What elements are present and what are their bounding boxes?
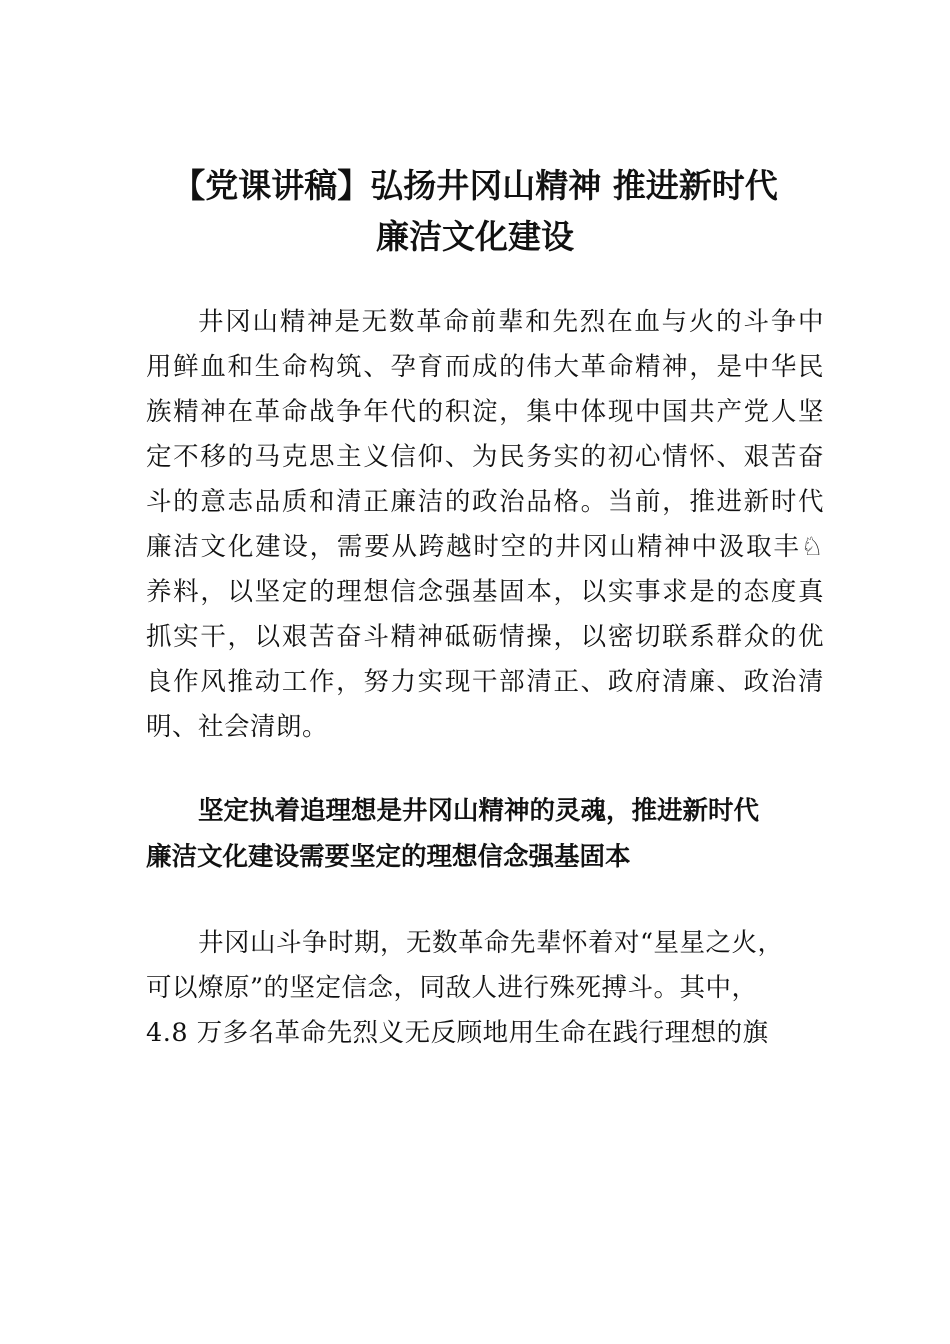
- paragraph-1-line-5: 斗的意志品质和清正廉洁的政治品格。当前，推进新时代: [146, 487, 824, 517]
- paragraph-1-line-9: 良作风推动工作，努力实现干部清正、政府清廉、政治清: [146, 667, 824, 697]
- section-heading-line-2: 廉洁文化建设需要坚定的理想信念强基固本: [146, 842, 631, 872]
- document-title-line-1: 【党课讲稿】弘扬井冈山精神 推进新时代: [172, 166, 778, 205]
- paragraph-1-line-7: 养料，以坚定的理想信念强基固本，以实事求是的态度真: [146, 577, 824, 607]
- document-title-line-2: 廉洁文化建设: [376, 217, 574, 256]
- paragraph-1-line-3: 族精神在革命战争年代的积淀，集中体现中国共产党人坚: [146, 397, 824, 427]
- paragraph-2-line-3: 4.8 万多名革命先烈义无反顾地用生命在践行理想的旗: [146, 1018, 769, 1048]
- paragraph-2-line-2: 可以燎原”的坚定信念，同敌人进行殊死搏斗。其中，: [146, 973, 758, 1003]
- paragraph-1-line-6: 廉洁文化建设，需要从跨越时空的井冈山精神中汲取丰♘: [146, 532, 824, 562]
- paragraph-1-line-10: 明、社会清朗。: [146, 712, 329, 742]
- paragraph-2-line-1: 井冈山斗争时期，无数革命先辈怀着对“星星之火，: [198, 928, 784, 958]
- paragraph-1-line-4: 定不移的马克思主义信仰、为民务实的初心情怀、艰苦奋: [146, 442, 824, 472]
- paragraph-1-line-8: 抓实干，以艰苦奋斗精神砥砺情操，以密切联系群众的优: [146, 622, 824, 652]
- paragraph-1-line-2: 用鲜血和生命构筑、孕育而成的伟大革命精神，是中华民: [146, 352, 824, 382]
- paragraph-1-line-1: 井冈山精神是无数革命前辈和先烈在血与火的斗争中: [198, 307, 824, 337]
- section-heading-line-1: 坚定执着追理想是井冈山精神的灵魂，推进新时代: [198, 796, 760, 826]
